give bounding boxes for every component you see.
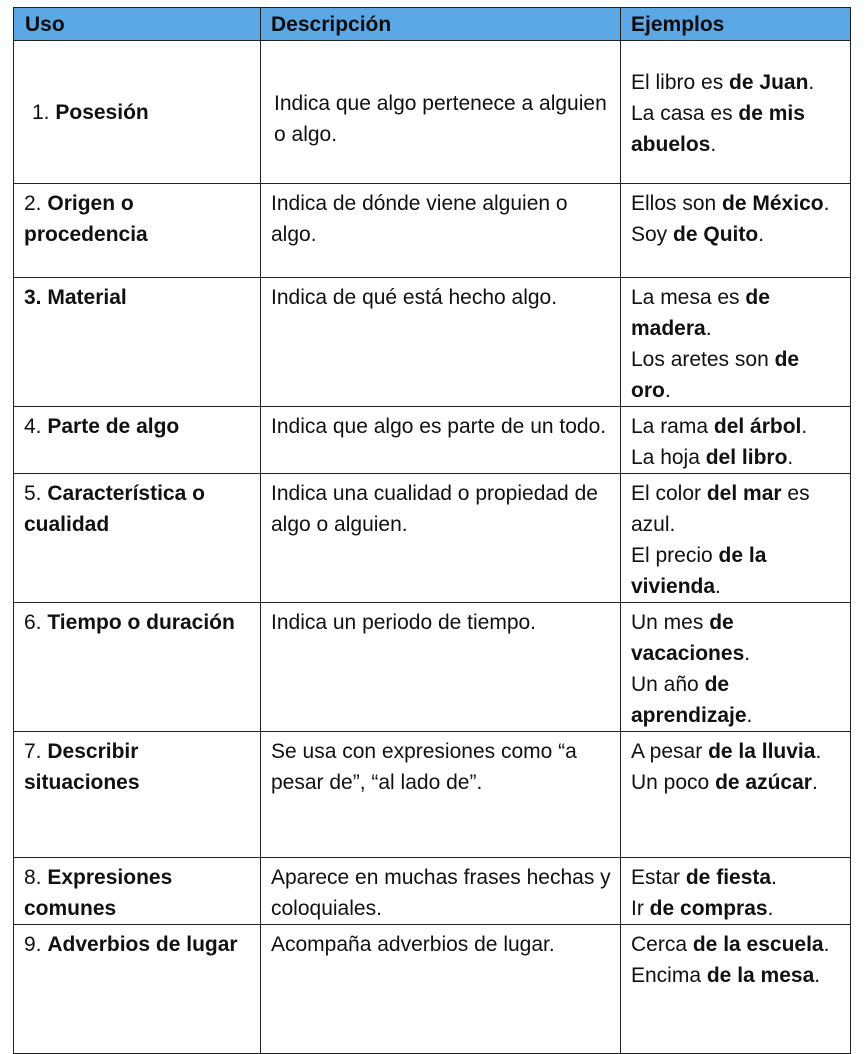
example-text: A pesar [631, 740, 709, 763]
table-header-row [14, 8, 851, 41]
example-line [631, 219, 842, 250]
example-suffix: . [801, 415, 808, 438]
example-suffix: . [815, 740, 822, 763]
uso-cell [14, 474, 261, 603]
uso-name: Origen o procedencia [24, 192, 148, 246]
uso-cell [14, 732, 261, 858]
uso-cell [14, 858, 261, 925]
example-bold: de fiesta [685, 866, 772, 889]
uso-name: Característica o cualidad [24, 482, 205, 536]
description-cell: Se usa con expresiones como “a pesar de”, “al lado de”. [261, 732, 621, 858]
table-row [14, 184, 851, 278]
example-bold: del mar [706, 482, 782, 505]
table-row [14, 732, 851, 858]
uso-cell [14, 407, 261, 474]
example-line [631, 67, 842, 98]
uso-name: Tiempo o duración [47, 611, 235, 634]
example-line [631, 478, 842, 540]
example-text: Ir [631, 897, 650, 920]
uso-name: Expresiones comunes [24, 866, 173, 920]
examples-cell [621, 407, 851, 474]
example-text: La mesa es [631, 286, 746, 309]
example-bold: de madera [631, 286, 770, 340]
table-row [14, 278, 851, 407]
example-bold: de la escuela [692, 933, 824, 956]
example-suffix: . [664, 379, 671, 402]
example-suffix: . [744, 642, 751, 665]
example-bold: de oro [631, 348, 800, 402]
table-row [14, 603, 851, 732]
example-suffix: . [808, 70, 815, 94]
uso-number: 4. [24, 415, 42, 438]
example-suffix: es azul. [631, 482, 816, 536]
example-text: Encima [631, 964, 707, 987]
example-bold: de vacaciones [631, 611, 745, 665]
uso-number: 1. [32, 100, 50, 124]
example-bold: de Juan [729, 70, 809, 94]
example-bold: de la mesa [706, 964, 815, 987]
uso-name: Material [47, 286, 127, 309]
header-descripcion: Descripción [261, 8, 621, 41]
uso-name: Adverbios de lugar [47, 933, 238, 956]
uso-name: Parte de algo [47, 415, 180, 438]
de-usage-table [13, 7, 851, 1054]
uso-number: 2. [24, 192, 42, 215]
example-text: Un poco [631, 771, 716, 794]
example-bold: de compras [649, 897, 768, 920]
description-cell: Indica de qué está hecho algo. [261, 278, 621, 407]
example-suffix: . [814, 964, 821, 987]
example-line [631, 282, 842, 344]
example-line [631, 893, 842, 924]
example-bold: del árbol [713, 415, 802, 438]
example-text: La hoja [631, 446, 706, 469]
table-row [14, 41, 851, 184]
uso-cell [14, 41, 261, 184]
uso-cell [14, 184, 261, 278]
description-cell: Acompaña adverbios de lugar. [261, 925, 621, 1054]
example-text: Los aretes son [631, 348, 775, 371]
example-suffix: . [811, 771, 818, 794]
examples-cell [621, 925, 851, 1054]
description-cell: Indica un periodo de tiempo. [261, 603, 621, 732]
example-text: El color [631, 482, 707, 505]
table-row [14, 858, 851, 925]
table-row [14, 474, 851, 603]
examples-cell [621, 858, 851, 925]
example-bold: de aprendizaje [631, 673, 747, 727]
uso-name: Posesión [55, 100, 149, 124]
examples-cell [621, 603, 851, 732]
example-bold: de la vivienda [631, 544, 767, 598]
table-row [14, 925, 851, 1054]
uso-number: 8. [24, 866, 42, 889]
example-text: El libro es [631, 70, 730, 94]
example-suffix: . [746, 704, 753, 727]
table-row [14, 407, 851, 474]
example-text: Soy [631, 223, 674, 246]
uso-cell [14, 603, 261, 732]
example-bold: del libro [705, 446, 788, 469]
example-line [631, 344, 842, 406]
uso-number: 5. [24, 482, 42, 505]
examples-cell [621, 278, 851, 407]
example-bold: de mis abuelos [631, 101, 805, 156]
examples-cell [621, 474, 851, 603]
example-bold: de azúcar [715, 771, 812, 794]
examples-cell [621, 732, 851, 858]
example-line [631, 540, 842, 602]
uso-number: 3. [24, 286, 42, 309]
example-line [631, 98, 842, 160]
uso-number: 9. [24, 933, 42, 956]
example-suffix: . [787, 446, 794, 469]
example-text: El precio [631, 544, 719, 567]
example-line [631, 411, 842, 442]
example-line [631, 442, 842, 473]
example-suffix: . [715, 575, 721, 598]
uso-name: Describir situaciones [24, 740, 140, 794]
example-suffix: . [767, 897, 774, 920]
usage-table-container [13, 7, 850, 1054]
example-suffix: . [705, 317, 712, 340]
example-line [631, 736, 842, 767]
uso-number: 6. [24, 611, 42, 634]
example-text: Estar [631, 866, 686, 889]
example-suffix: . [758, 223, 765, 246]
example-line [631, 188, 842, 219]
example-text: Un mes [631, 611, 710, 634]
example-line [631, 929, 842, 960]
description-cell: Indica que algo pertenece a alguien o algo. [261, 41, 621, 184]
example-bold: de México [722, 192, 824, 215]
uso-cell [14, 925, 261, 1054]
example-suffix: . [823, 192, 830, 215]
example-bold: de Quito [673, 223, 759, 246]
example-line [631, 607, 842, 669]
description-cell: Aparece en muchas frases hechas y coloquiales. [261, 858, 621, 925]
example-text: Cerca [631, 933, 693, 956]
description-cell: Indica de dónde viene alguien o algo. [261, 184, 621, 278]
uso-number: 7. [24, 740, 42, 763]
header-ejemplos: Ejemplos [621, 8, 851, 41]
example-suffix: . [823, 933, 830, 956]
examples-cell [621, 41, 851, 184]
example-text: La rama [631, 415, 714, 438]
example-suffix: . [710, 132, 717, 156]
example-line [631, 669, 842, 731]
example-line [631, 767, 842, 798]
examples-cell [621, 184, 851, 278]
header-uso: Uso [14, 8, 261, 41]
example-line [631, 960, 842, 991]
description-cell: Indica que algo es parte de un todo. [261, 407, 621, 474]
description-cell: Indica una cualidad o propiedad de algo o alguien. [261, 474, 621, 603]
example-text: La casa es [631, 101, 739, 125]
example-text: Ellos son [631, 192, 723, 215]
example-text: Un año [631, 673, 705, 696]
uso-cell [14, 278, 261, 407]
example-suffix: . [771, 866, 777, 889]
example-line [631, 862, 842, 893]
example-bold: de la lluvia [708, 740, 816, 763]
